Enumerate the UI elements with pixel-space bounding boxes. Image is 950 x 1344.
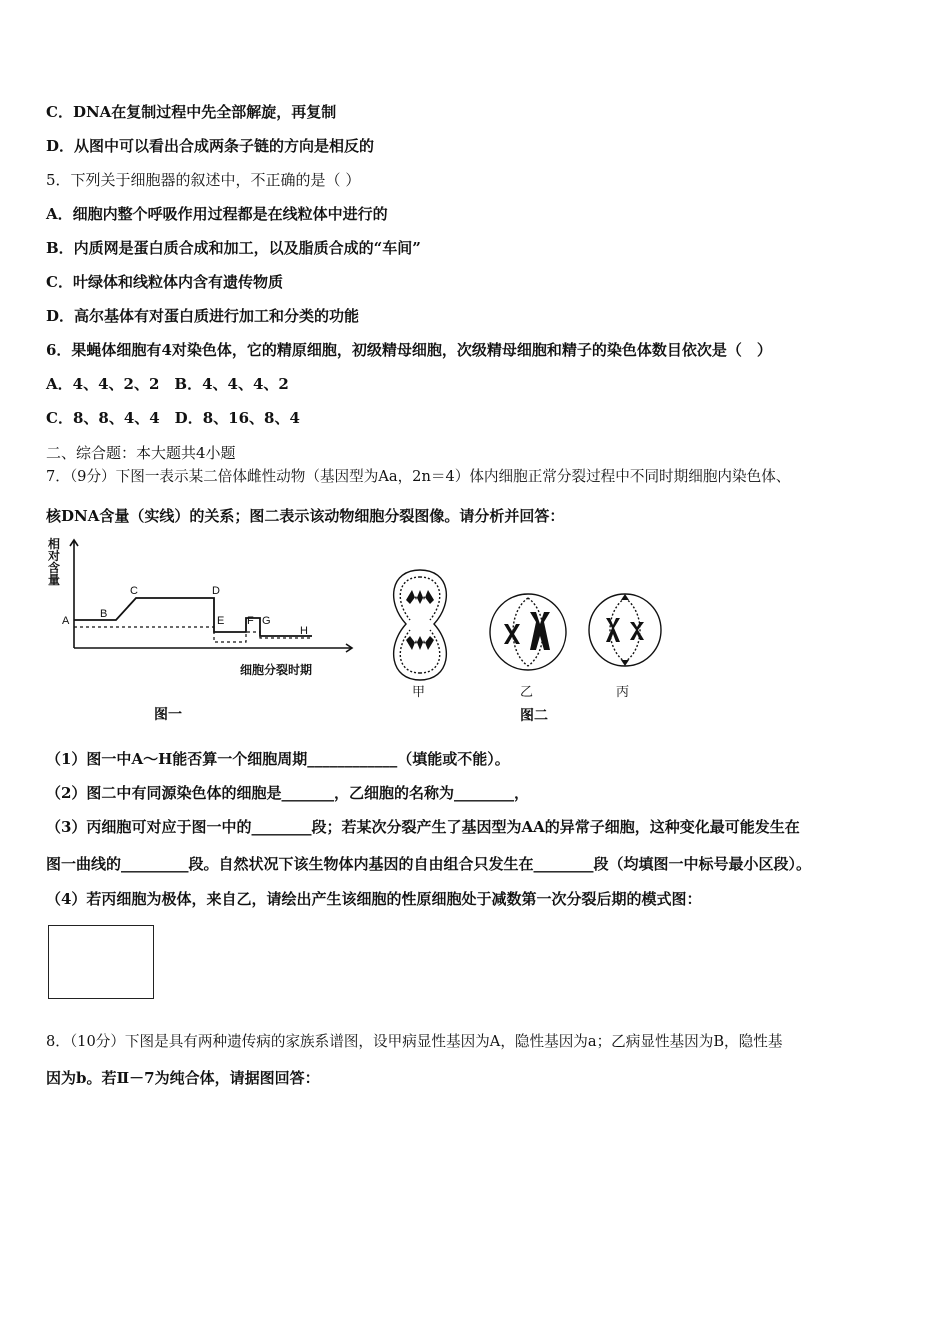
cell-bing bbox=[589, 594, 661, 666]
question-7-3-cont: 图一曲线的_________段。自然状况下该生物体内基因的自由组合只发生在________段（均填图一中标号最小区段）。 bbox=[46, 855, 812, 873]
option-d-q5: D．高尔基体有对蛋白质进行加工和分类的功能 bbox=[46, 307, 360, 325]
ylabel-char-2: 对 bbox=[48, 549, 61, 563]
option-d-q4: D．从图中可以看出合成两条子链的方向是相反的 bbox=[46, 137, 375, 155]
label-g: G bbox=[262, 615, 271, 627]
question-8-line2: 因为b。若Ⅱ－7为纯合体，请据图回答： bbox=[46, 1069, 320, 1087]
question-7-line2: 核DNA含量（实线）的关系；图二表示该动物细胞分裂图像。请分析并回答： bbox=[46, 507, 565, 525]
figure2-caption: 图二 bbox=[520, 708, 548, 724]
options-cd-q6: C．8、8、4、4 D．8、16、8、4 bbox=[46, 409, 300, 427]
option-a-q5: A．细胞内整个呼吸作用过程都是在线粒体中进行的 bbox=[46, 205, 388, 223]
question-7-line1: 7．（9分）下图一表示某二倍体雌性动物（基因型为Aa，2n＝4）体内细胞正常分裂过程中不同时期细胞内染色体、 bbox=[46, 468, 791, 485]
question-8-line1: 8．（10分）下图是具有两种遗传病的家族系谱图，设甲病显性基因为A，隐性基因为a；乙病显性基因为B，隐性基 bbox=[46, 1033, 783, 1050]
question-7-2: （2）图二中有同源染色体的细胞是_______，乙细胞的名称为________， bbox=[46, 784, 529, 802]
question-6: 6．果蝇体细胞有4对染色体，它的精原细胞，初级精母细胞，次级精母细胞和精子的染色体数目依次是（ ） bbox=[46, 341, 772, 359]
option-c-q5: C．叶绿体和线粒体内含有遗传物质 bbox=[46, 273, 283, 291]
cell-label-yi: 乙 bbox=[520, 685, 534, 700]
cell-yi bbox=[490, 594, 566, 670]
question-5: 5．下列关于细胞器的叙述中，不正确的是（ ） bbox=[46, 171, 361, 189]
question-7-3: （3）丙细胞可对应于图一中的________段；若某次分裂产生了基因型为AA的异常子细胞，这种变化最可能发生在 bbox=[46, 818, 800, 836]
label-d: D bbox=[212, 585, 220, 597]
option-c-q4: C．DNA在复制过程中先全部解旋，再复制 bbox=[46, 103, 337, 121]
ylabel-char-1: 相 bbox=[48, 537, 61, 551]
figure1-graph bbox=[44, 536, 364, 736]
figure2-cells bbox=[380, 562, 680, 732]
label-f: F bbox=[247, 615, 254, 627]
xlabel: 细胞分裂时期 bbox=[240, 663, 313, 677]
drawing-answer-box[interactable] bbox=[48, 925, 154, 999]
ylabel-char-4: 量 bbox=[48, 573, 61, 587]
cell-jia bbox=[394, 570, 447, 680]
option-b-q5: B．内质网是蛋白质合成和加工，以及脂质合成的“车间” bbox=[46, 239, 421, 257]
label-c: C bbox=[130, 585, 138, 597]
label-b: B bbox=[100, 608, 108, 620]
cell-label-bing: 丙 bbox=[616, 685, 630, 700]
options-ab-q6: A．4、4、2、2 B．4、4、4、2 bbox=[46, 375, 289, 393]
label-e: E bbox=[217, 615, 225, 627]
figure1-caption: 图一 bbox=[154, 707, 182, 723]
question-7-4: （4）若丙细胞为极体，来自乙，请绘出产生该细胞的性原细胞处于减数第一次分裂后期的模式图： bbox=[46, 890, 702, 908]
ylabel-char-3: 含 bbox=[48, 561, 61, 575]
cell-label-jia: 甲 bbox=[412, 685, 426, 700]
section-heading: 二、综合题：本大题共4小题 bbox=[46, 444, 236, 462]
question-7-1: （1）图一中A～H能否算一个细胞周期____________（填能或不能）。 bbox=[46, 750, 510, 768]
label-h: H bbox=[300, 625, 308, 637]
label-a: A bbox=[62, 615, 70, 627]
